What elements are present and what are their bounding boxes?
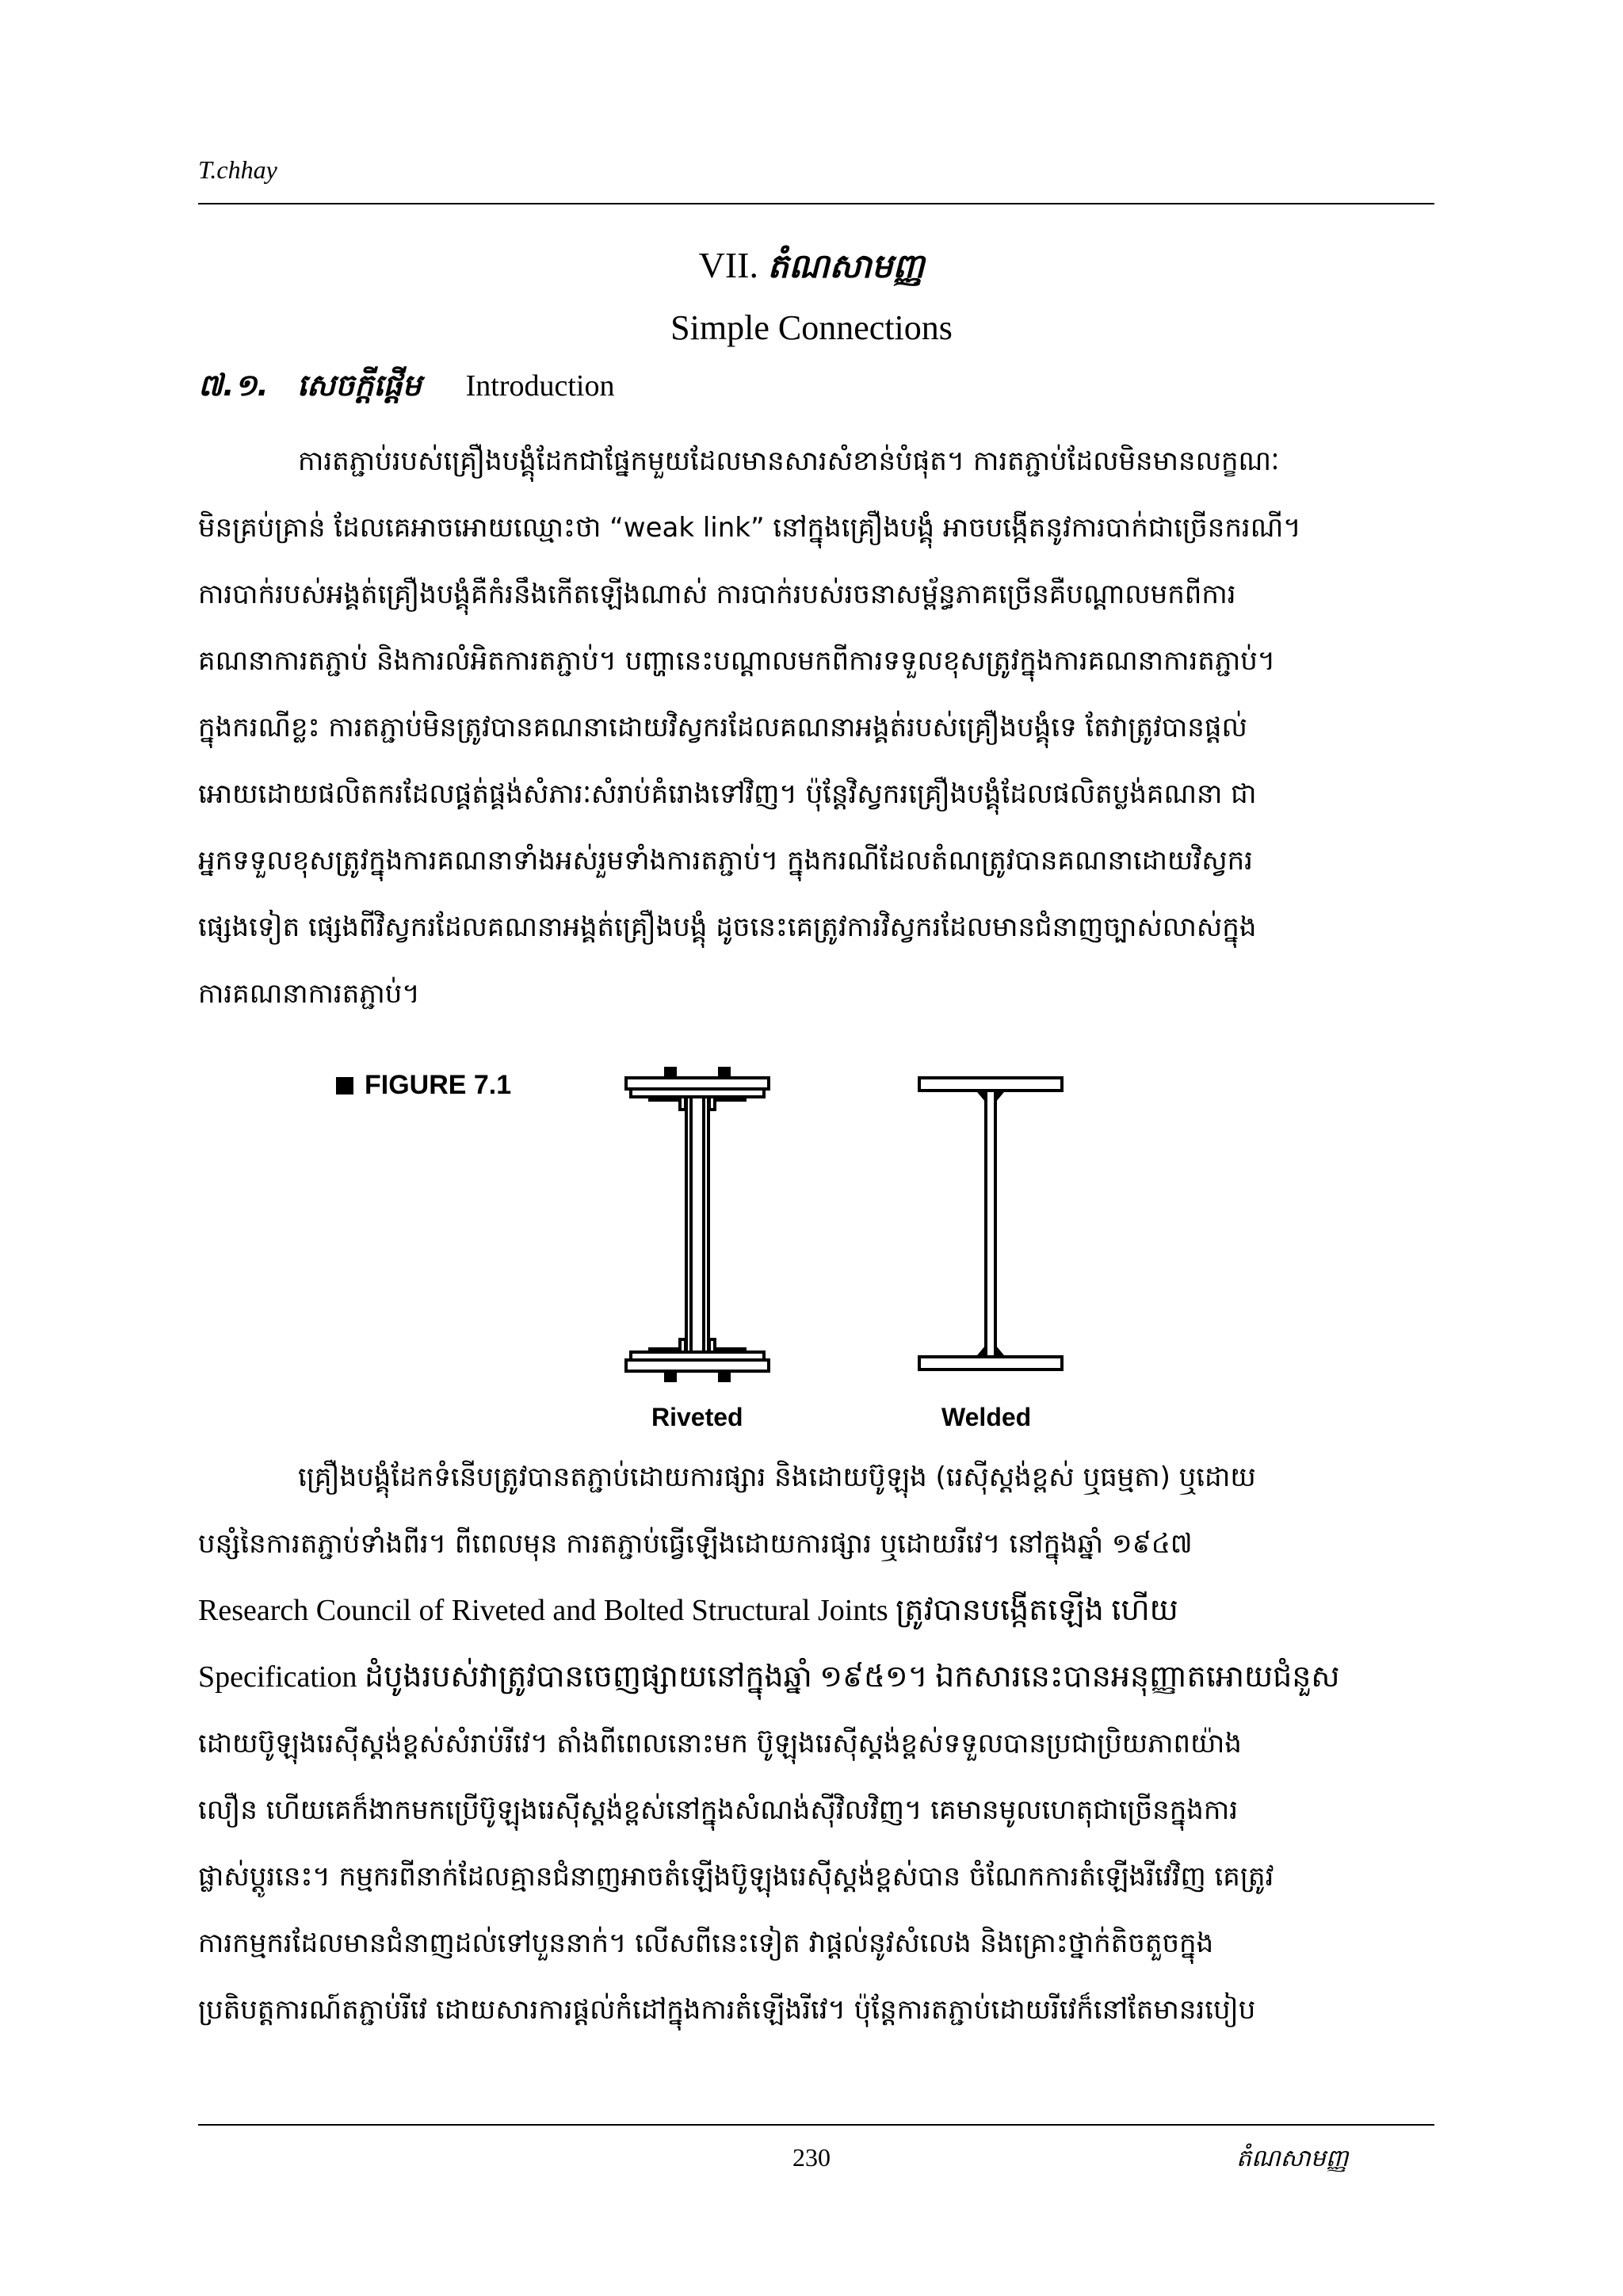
chapter-subtitle: Simple Connections [670,308,953,347]
chapter-number: VII. [698,245,758,285]
chapter-title [0,244,1623,294]
riveted-connection-diagram [618,1054,777,1395]
text-line: ផ្សេងទៀត ផ្សេងពីវិស្វករដែលគណនាអង្គត់គ្រឿងបង្គុំ ដូចនេះគេត្រូវការវិស្វករដែលមានជំនាញច្បាស់លាស់ក្នុង [198,911,1257,943]
text-line: ការគណនាការតភ្ជាប់។ [198,978,420,1010]
text-line: បន្សំនៃការតភ្ជាប់ទាំងពីរ។ ពីពេលមុន ការតភ្ជាប់ធ្វើឡើងដោយការផ្សារ ឬដោយរីវេ។ នៅក្នុងឆ្នាំ ១៩៤៧ [198,1528,1193,1560]
text-line: ផ្លាស់ប្តូរនេះ។ កម្មករពីនាក់ដែលគ្មានជំនាញអាចតំឡើងប៊ូឡុងរេស៊ីស្តង់ខ្ពស់បាន ចំណែកការតំឡើងរីវេវិញ គេត្រូវ [198,1861,1274,1893]
section-title-english: Introduction [465,369,615,403]
text-line: គ្រឿងបង្គុំដែកទំនើបត្រូវបានតភ្ជាប់ដោយការផ្សារ និងដោយប៊ូឡុង (រេស៊ីស្តង់ខ្ពស់ ឬធម្មតា) ឬដោយ [298,1461,1256,1493]
section-heading [198,366,614,411]
header-rule [198,203,1434,204]
paragraph-introduction [198,428,1434,1027]
text-line: លឿន ហើយគេក៏ងាកមកប្រើប៊ូឡុងរេស៊ីស្តង់ខ្ពស់នៅក្នុងសំណង់ស៊ីវិលវិញ។ គេមានមូលហេតុជាច្រើនក្នុងការ [198,1794,1239,1826]
footer-rule [198,2124,1434,2126]
figure-caption-riveted: Riveted [651,1403,743,1431]
figure-label [336,1070,511,1101]
running-footer-title: តំណសាមញ្ញ [1236,2145,1349,2172]
text-line: ដោយប៊ូឡុងរេស៊ីស្តង់ខ្ពស់សំរាប់រីវេ។ តាំងពីពេលនោះមក ប៊ូឡុងរេស៊ីស្តង់ខ្ពស់ទទួលបានប្រជាប្រិយភាពយ៉ាង [198,1728,1242,1759]
page-number: 230 [792,2143,831,2172]
section-title-khmer: សេចក្តីផ្តើម [296,368,422,403]
text-line: ការកម្មករដែលមានជំនាញដល់ទៅបួននាក់។ លើសពីនេះទៀត វាផ្តល់នូវសំលេង និងគ្រោះថ្នាក់តិចតួចក្នុង [198,1927,1214,1959]
welded-connection-diagram [911,1054,1070,1395]
paragraph-bolting [198,1444,1434,2043]
text-line: អោយដោយផលិតករដែលផ្គត់ផ្គង់សំភារៈសំរាប់គំរោងទៅវិញ។ ប៉ុន្តែវិស្វករគ្រឿងបង្គុំដែលផលិតប្លង់គណនា ជា [198,778,1257,810]
text-line: គណនាការតភ្ជាប់ និងការលំអិតការតភ្ជាប់។ បញ្ហានេះបណ្តាលមកពីការទទួលខុសត្រូវក្នុងការគណនាការតភ្ជាប់។ [198,645,1276,677]
text-line: Specification ដំបូងរបស់វាត្រូវបានចេញផ្សាយនៅក្នុងឆ្នាំ ១៩៥១។ ឯកសារនេះបានអនុញ្ញាតអោយជំនួស [198,1660,1340,1694]
text-line: ក្នុងករណីខ្លះ ការតភ្ជាប់មិនត្រូវបានគណនាដោយវិស្វករដែលគណនាអង្គត់របស់គ្រឿងបង្គុំទេ តែវាត្រូវបានផ្តល់ [198,712,1247,743]
figure-marker-icon [336,1077,353,1095]
text-line: ការបាក់របស់អង្គត់គ្រឿងបង្គុំគឺកំរនឹងកើតឡើងណាស់ ការបាក់របស់រចនាសម្ព័ន្ធភាគច្រើនគឺបណ្តាលមកពីការ [198,579,1236,610]
chapter-title-khmer: តំណសាមញ្ញ [767,246,925,285]
figure-number: FIGURE 7.1 [365,1070,512,1100]
section-number: ៧.១. [198,368,269,403]
text-line: ប្រតិបត្តការណ៍តភ្ជាប់រីវេ ដោយសារការផ្តល់កំដៅក្នុងការតំឡើងរីវេ។ ប៉ុន្តែការតភ្ជាប់ដោយរីវេក៏នៅតែមានរបៀប [198,1994,1256,2026]
text-line: ការតភ្ជាប់របស់គ្រឿងបង្គុំដែកជាផ្នែកមួយដែលមានសារសំខាន់បំផុត។ ការតភ្ជាប់ដែលមិនមានលក្ខណៈ [298,445,1280,477]
text-line: អ្នកទទួលខុសត្រូវក្នុងការគណនាទាំងអស់រួមទាំងការតភ្ជាប់។ ក្នុងករណីដែលតំណត្រូវបានគណនាដោយវិស្វករ [198,845,1253,877]
text-line: មិនគ្រប់គ្រាន់ ដែលគេអាចអោយឈ្មោះថា “weak link” នៅក្នុងគ្រឿងបង្គុំ អាចបង្កើតនូវការបាក់ជាច្រើនករណី។ [198,512,1301,544]
figure-caption-welded: Welded [941,1403,1032,1431]
text-line: Research Council of Riveted and Bolted Structural Joints ត្រូវបានបង្កើតឡើង ហើយ [198,1594,1178,1627]
running-header-author: T.chhay [198,155,277,184]
